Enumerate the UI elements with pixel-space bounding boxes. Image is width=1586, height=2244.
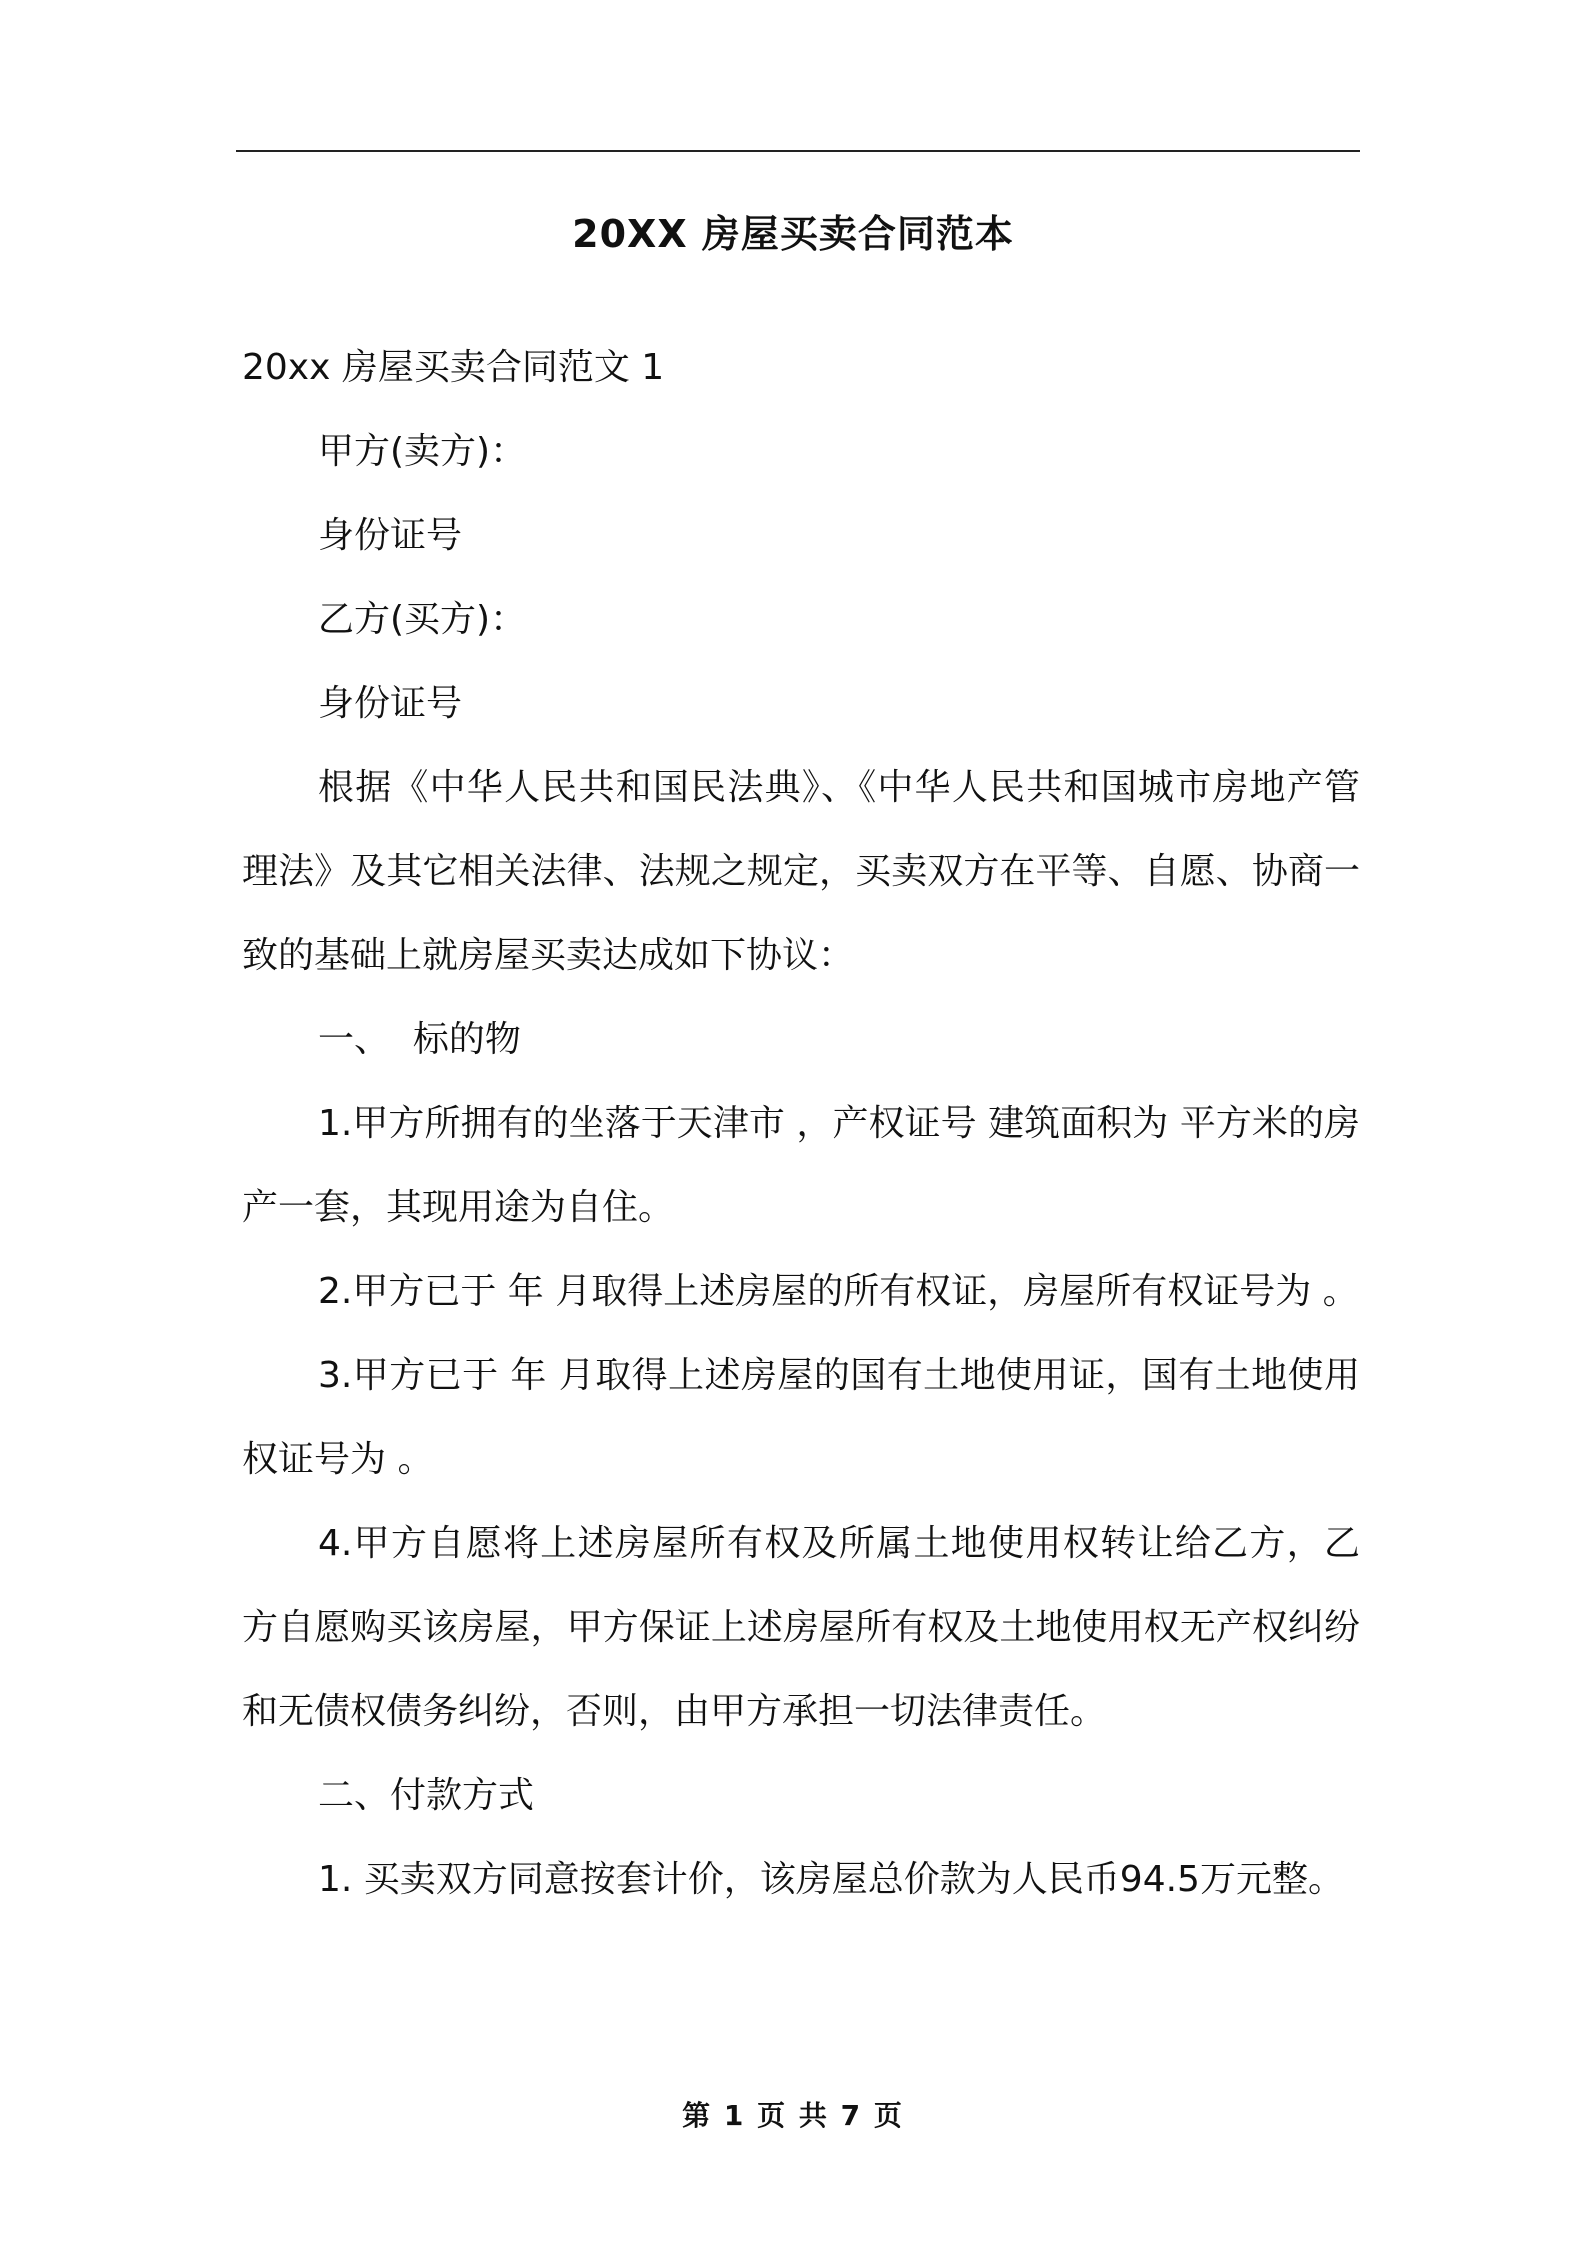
- preamble-paragraph: 根据《中华人民共和国民法典》、《中华人民共和国城市房地产管理法》及其它相关法律、法规之规定，买卖双方在平等、自愿、协商一致的基础上就房屋买卖达成如下协议：: [242, 767, 1360, 976]
- clause-1-1: 1.甲方所拥有的坐落于天津市 ，产权证号 建筑面积为 平方米的房产一套，其现用途为自住。: [242, 1103, 1360, 1228]
- clause-1-2: 2.甲方已于 年 月取得上述房屋的所有权证，房屋所有权证号为 。: [318, 1271, 1359, 1312]
- clause-1-4: 4.甲方自愿将上述房屋所有权及所属土地使用权转让给乙方，乙方自愿购买该房屋，甲方保证上述房屋所有权及土地使用权无产权纠纷和无债权债务纠纷，否则，由甲方承担一切法律责任。: [242, 1523, 1360, 1732]
- clause-1-3: 3.甲方已于 年 月取得上述房屋的国有土地使用证，国有土地使用权证号为 。: [242, 1355, 1360, 1480]
- party-a-label: 甲方(卖方)：: [318, 431, 527, 472]
- header-rule: [236, 150, 1360, 152]
- page-number-footer: 第 1 页 共 7 页: [682, 2099, 904, 2132]
- section-heading-payment: 二、付款方式: [318, 1775, 535, 1816]
- document-body: [242, 326, 1360, 1922]
- document-subtitle: 20xx 房屋买卖合同范文 1: [242, 347, 665, 388]
- party-b-id-label: 身份证号: [318, 683, 463, 724]
- clause-2-1: 1. 买卖双方同意按套计价，该房屋总价款为人民币94.5万元整。: [318, 1859, 1344, 1900]
- section-heading-subject: 一、 标的物: [318, 1019, 521, 1060]
- party-a-id-label: 身份证号: [318, 515, 463, 556]
- party-b-label: 乙方(买方)：: [318, 599, 527, 640]
- document-title: 20XX 房屋买卖合同范本: [572, 212, 1014, 256]
